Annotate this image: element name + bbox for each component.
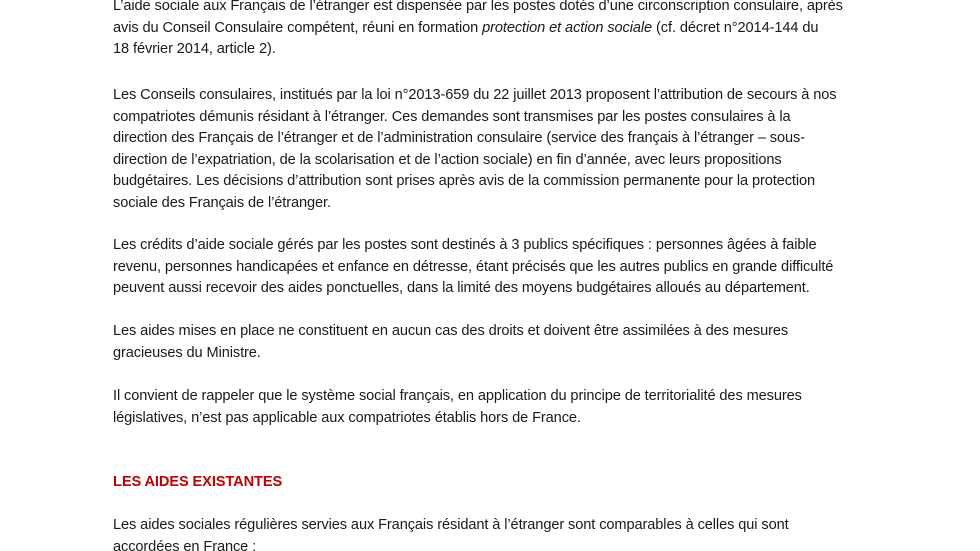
text-line: L’aide sociale aux Français de l’étranger est dispensée par les postes dotés d’une circonscription consulaire, après <box>113 0 843 14</box>
text-line: accordées en France : <box>113 538 257 551</box>
text-segment: avis du Conseil Consulaire compétent, réuni en formation <box>113 19 483 36</box>
paragraph-social-aid-credits <box>113 235 873 300</box>
italic-term: protection et action sociale <box>482 19 653 36</box>
text-line: direction de l’expatriation, de la scolarisation et de l’action sociale) en fin d’année, avec leurs propositions <box>113 151 782 168</box>
text-line: législatives, n’est pas applicable aux compatriotes établis hors de France. <box>113 409 581 426</box>
text-segment: (cf. décret n°2014-144 du <box>652 19 819 36</box>
text-line: revenu, personnes handicapées et enfance en détresse, étant précisés que les autres publics en grande difficulté <box>113 258 834 275</box>
text-line <box>113 18 873 40</box>
text-line: Les crédits d’aide sociale gérés par les postes sont destinés à 3 publics spécifiques : personnes âgées à faible <box>113 237 817 253</box>
paragraph-regular-aid <box>113 515 873 551</box>
text-line: direction des Français de l’étranger et de l’administration consulaire (service des français à l’étranger – sous- <box>113 130 805 147</box>
paragraph-aid-not-rights <box>113 321 873 364</box>
text-line: gracieuses du Ministre. <box>113 344 261 361</box>
text-line: sociale des Français de l’étranger. <box>113 194 331 211</box>
text-line: Les aides mises en place ne constituent en aucun cas des droits et doivent être assimilées à des mesures <box>113 323 789 339</box>
text-line: Les Conseils consulaires, institués par la loi n°2013-659 du 22 juillet 2013 proposent l’attribution de secours à nos <box>113 87 837 103</box>
text-line: budgétaires. Les décisions d’attribution sont prises après avis de la commission permanente pour la protection <box>113 173 816 190</box>
text-line: Il convient de rappeler que le système social français, en application du principe de territorialité des mesures <box>113 388 802 404</box>
text-line: compatriotes démunis résidant à l’étranger. Ces demandes sont transmises par les postes consulaires à la <box>113 108 791 125</box>
paragraph-consular-councils <box>113 85 873 215</box>
text-line: Les aides sociales régulières servies aux Français résidant à l’étranger sont comparables à celles qui sont <box>113 517 789 533</box>
paragraph-consular-aid-intro <box>113 0 873 61</box>
paragraph-territoriality <box>113 386 873 429</box>
text-line: peuvent aussi recevoir des aides ponctuelles, dans la limité des moyens budgétaires alloués au département. <box>113 280 810 297</box>
text-line: 18 février 2014, article 2). <box>113 41 276 58</box>
section-heading: LES AIDES EXISTANTES <box>113 474 283 490</box>
